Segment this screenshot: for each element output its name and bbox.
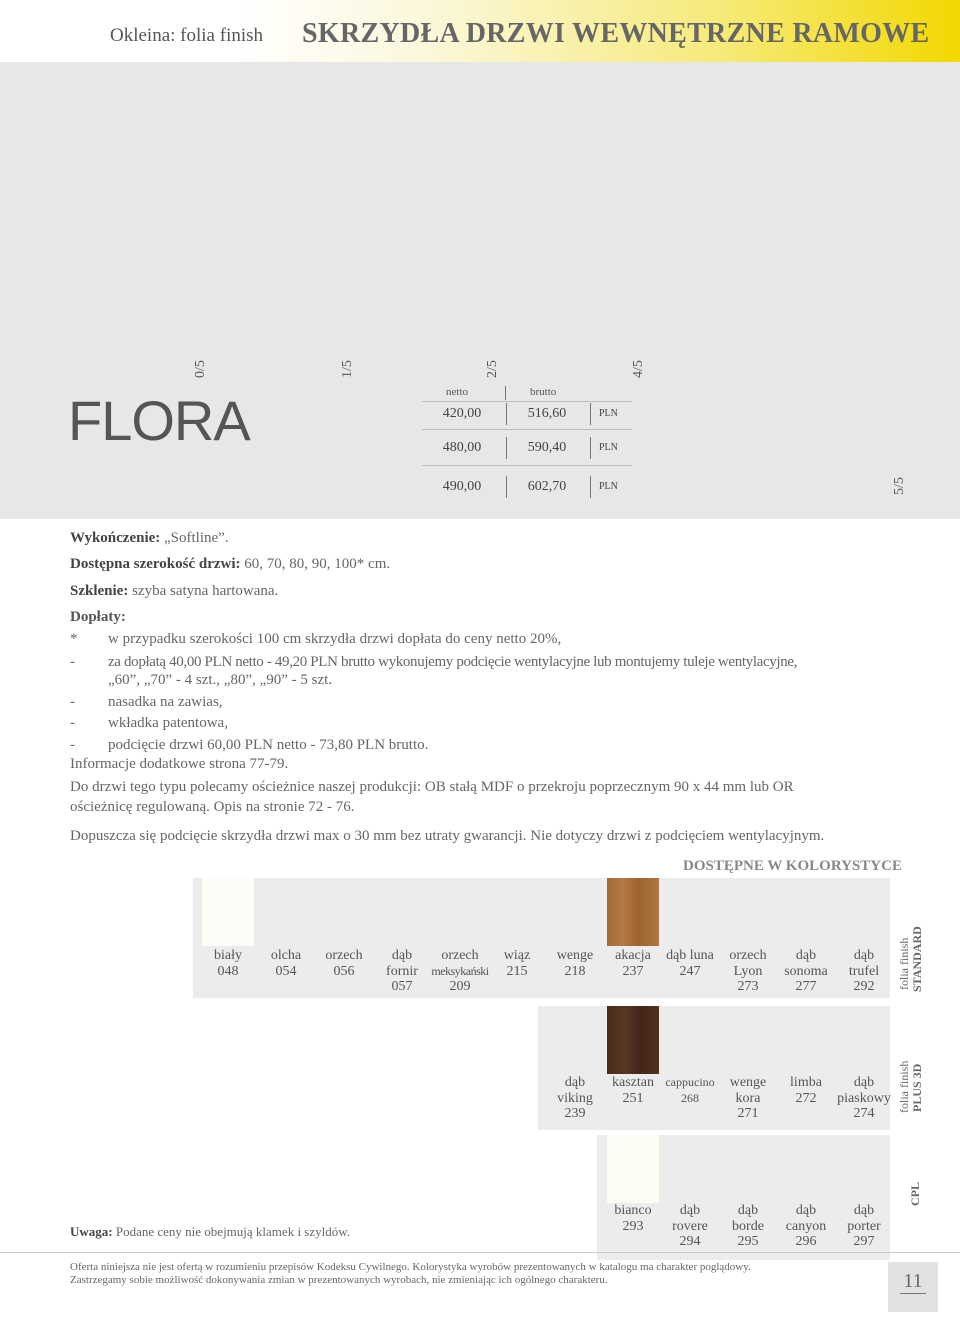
surcharge-item: w przypadku szerokości 100 cm skrzydła drzwi dopłata do ceny netto 20%, [108,631,562,647]
bullet: - [70,715,75,731]
price-divider [422,429,632,430]
footer-line: Oferta niniejsza nie jest ofertą w rozumieniu przepisów Kodeksu Cywilnego. Kolorystyka wyrobów prezentowanych w katalogu ma charakter poglądowy. [70,1261,751,1273]
color-line: dąb [795,1203,817,1218]
color-name [603,1203,663,1234]
color-line: rovere [672,1218,708,1234]
color-line: dąb [737,1203,759,1218]
glazing-option: 5/5 [892,477,907,495]
color-line: wenge [556,948,594,963]
glazing-option: 2/5 [485,360,500,378]
color-line: 297 [853,1234,875,1249]
color-line: dąb [853,948,875,963]
finish-value: „Softline”. [160,530,229,546]
color-line: borde [732,1218,764,1234]
netto-header: netto [446,386,468,398]
glass-label: Szklenie: [70,583,129,599]
glass-line [70,583,278,600]
color-line: orzech [441,948,479,963]
color-line: 273 [737,979,759,994]
color-name [545,1075,605,1122]
color-name [372,948,432,995]
color-name [603,1075,663,1106]
color-line: 272 [795,1090,817,1106]
bullet: - [70,654,75,670]
color-line: dąb [795,948,817,963]
color-swatch [607,1135,659,1203]
color-line: cappucino [665,1075,715,1089]
colors-heading: DOSTĘPNE W KOLORYSTYCE [683,858,902,874]
bullet: - [70,737,75,753]
color-line: orzech [325,948,363,963]
color-line: limba [790,1075,822,1090]
color-line: 247 [679,963,701,979]
color-line: dąb [391,948,413,963]
glazing-option: 0/5 [193,360,208,378]
price-currency: PLN [590,476,639,498]
color-line: 237 [622,963,644,979]
price-brutto: 590,40 [506,437,587,459]
color-line: 271 [737,1106,759,1121]
price-netto: 490,00 [442,479,482,494]
color-line: 239 [564,1106,586,1121]
glazing-option: 1/5 [340,360,355,378]
color-line: viking [557,1090,593,1106]
color-name [660,1203,720,1250]
color-line: 209 [449,979,471,994]
surcharge-item: podcięcie drzwi 60,00 PLN netto - 73,80 PLN brutto. [108,737,429,753]
color-line: wiąz [503,948,531,963]
note-text: Podane ceny nie obejmują klamek i szyldów. [112,1224,351,1239]
color-line: biały [214,948,242,963]
price-note [70,1224,350,1240]
color-line: 268 [681,1090,699,1105]
category-label: STANDARD [910,926,924,992]
color-line: dąb [679,1203,701,1218]
color-swatch [607,878,659,946]
color-line: meksykański [431,963,489,978]
color-name [256,948,316,979]
color-line: 277 [795,979,817,994]
footer-divider [0,1252,960,1253]
color-line: 054 [275,963,297,979]
color-line: 056 [333,963,355,979]
color-line: olcha [270,948,302,963]
surcharge-item: nasadka na zawias, [108,694,223,710]
color-line: porter [847,1218,881,1234]
color-line: 293 [622,1218,644,1234]
color-name [776,1075,836,1106]
color-name [198,948,258,979]
header-divider [505,386,506,400]
frames-line: Do drzwi tego typu polecamy ościeżnice naszej produkcji: OB stałą MDF o przekroju poprzecznym 90 x 44 mm lub OR [70,779,794,795]
color-line: orzech [729,948,767,963]
color-line: 295 [737,1234,759,1249]
price-brutto: 516,60 [506,403,587,425]
category-label: folia finish [897,1060,911,1113]
color-line: 274 [853,1106,875,1121]
color-line: dąb [853,1075,875,1090]
color-line: 218 [564,963,586,979]
color-line: canyon [785,1218,827,1234]
color-name [660,948,720,979]
color-line: dąb [564,1075,586,1090]
surcharge-item: za dopłatą 40,00 PLN netto - 49,20 PLN brutto wykonujemy podcięcie wentylacyjne lub montujemy tuleje wentylacyjne, [108,654,798,670]
color-line: piaskowy [837,1090,891,1106]
glass-value: szyba satyna hartowana. [128,583,279,599]
color-line: wenge [729,1075,767,1090]
color-line: sonoma [784,963,828,979]
width-label: Dostępna szerokość drzwi: [70,556,241,572]
color-line: dąb luna [666,948,714,963]
price-divider [422,465,632,466]
price-brutto: 602,70 [506,476,587,498]
color-line: 294 [679,1234,701,1249]
color-name [834,1075,894,1122]
color-name [603,948,663,979]
color-name [660,1075,720,1106]
info-line: Informacje dodatkowe strona 77-79. [70,756,289,772]
color-swatch [607,1006,659,1074]
glazing-option: 4/5 [631,360,646,378]
color-name [487,948,547,979]
price-currency: PLN [590,437,639,459]
color-name [834,948,894,995]
color-line: 292 [853,979,875,994]
page-number: 11 [900,1270,926,1294]
color-name [776,948,836,995]
color-line: 048 [217,963,239,979]
color-name [425,948,495,995]
color-name [834,1203,894,1250]
bullet: * [70,631,78,647]
color-name [718,1203,778,1250]
color-swatch [202,878,254,946]
price-divider [422,401,632,402]
color-line: kora [735,1090,761,1106]
footer-line: Zastrzegamy sobie możliwość dokonywania zmian w prezentowanych wyrobach, nie zmieniając ich ogólnego charakteru. [70,1274,608,1286]
category-label: PLUS 3D [910,1063,924,1112]
price-netto: 480,00 [442,440,482,455]
color-line: bianco [614,1203,652,1218]
surcharges-label: Dopłaty: [70,609,126,625]
surcharge-item: wkładka patentowa, [108,715,228,731]
color-line: trufel [848,963,880,979]
color-name [545,948,605,979]
color-name [776,1203,836,1250]
page-title: SKRZYDŁA DRZWI WEWNĘTRZNE RAMOWE [302,18,930,49]
color-name [718,1075,778,1122]
color-line: 296 [795,1234,817,1249]
price-currency: PLN [590,403,639,425]
cut-note: Dopuszcza się podcięcie skrzydła drzwi max o 30 mm bez utraty gwarancji. Nie dotyczy drzwi z podcięciem wentylacyjnym. [70,828,825,844]
color-line: 057 [391,979,413,994]
finish-label: Wykończenie: [70,530,161,546]
color-line: akacja [615,948,651,963]
color-line: 215 [506,963,528,979]
frames-line: ościeżnicę regulowaną. Opis na stronie 72 - 76. [70,799,355,815]
category-label: CPL [908,1182,922,1206]
category-label: folia finish [897,937,911,990]
color-line: dąb [853,1203,875,1218]
color-line: kasztan [612,1075,654,1090]
color-name [718,948,778,995]
width-value: 60, 70, 80, 90, 100* cm. [240,556,391,572]
product-name: FLORA [68,389,250,452]
width-line [70,556,390,573]
surcharge-item: „60”, „70” - 4 szt., „80”, „90” - 5 szt. [108,672,333,688]
bullet: - [70,694,75,710]
note-label: Uwaga: [70,1224,113,1239]
color-name [314,948,374,979]
footer-disclaimer [70,1261,751,1287]
color-line: fornir [386,963,418,979]
finish-line [70,530,229,547]
veneer-subtitle: Okleina: folia finish [110,25,264,46]
color-line: Lyon [733,963,763,979]
price-netto: 420,00 [442,406,482,421]
brutto-header: brutto [530,386,557,398]
color-line: 251 [622,1090,644,1106]
